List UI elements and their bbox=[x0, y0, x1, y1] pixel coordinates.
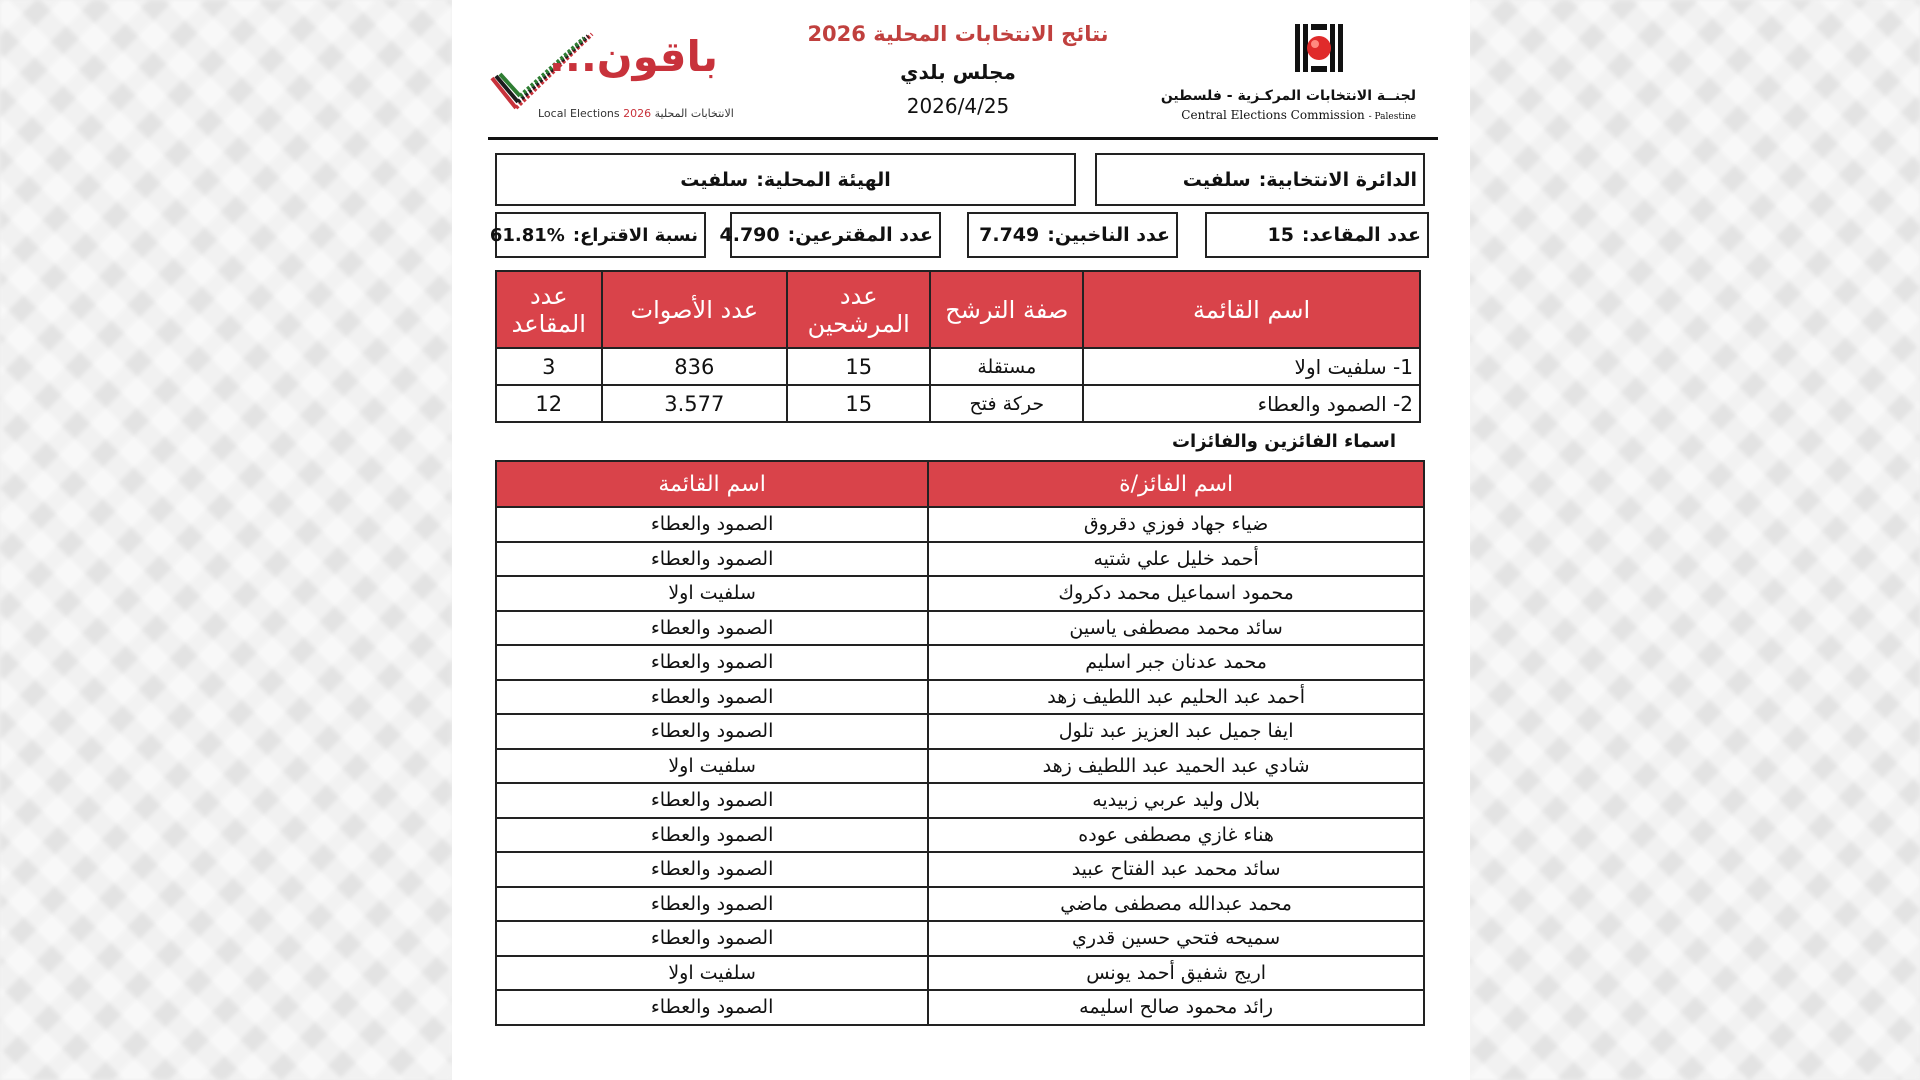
table-row bbox=[496, 611, 1424, 646]
local-authority-box: الهيئة المحلية: سلفيت bbox=[495, 153, 1076, 206]
table-row bbox=[496, 348, 1420, 385]
winner-name-cell: اريج شفيق أحمد يونس bbox=[928, 956, 1424, 991]
ballots-count-box: عدد المقترعين: 4.790 bbox=[730, 212, 941, 258]
winner-list-cell: الصمود والعطاء bbox=[496, 611, 928, 646]
table-row bbox=[496, 990, 1424, 1025]
cec-name-en: Central Elections Commission - Palestine bbox=[1181, 108, 1416, 122]
table-row bbox=[496, 921, 1424, 956]
candidates-cell: 15 bbox=[787, 348, 930, 385]
winner-list-cell: الصمود والعطاء bbox=[496, 714, 928, 749]
voters-count-box: عدد الناخبين: 7.749 bbox=[967, 212, 1178, 258]
table-row bbox=[496, 887, 1424, 922]
winner-name-cell: سائد محمد عبد الفتاح عبيد bbox=[928, 852, 1424, 887]
results-sheet bbox=[452, 0, 1470, 1080]
winners-table bbox=[495, 460, 1425, 1026]
results-header-row bbox=[496, 271, 1420, 348]
winner-name-cell: رائد محمود صالح اسليمه bbox=[928, 990, 1424, 1025]
col-winner-name: اسم الفائز/ة bbox=[928, 461, 1424, 507]
winner-list-cell: الصمود والعطاء bbox=[496, 990, 928, 1025]
winner-list-cell: الصمود والعطاء bbox=[496, 645, 928, 680]
winner-name-cell: سميحه فتحي حسين قدري bbox=[928, 921, 1424, 956]
baqoon-logo bbox=[488, 22, 734, 127]
winners-header-row bbox=[496, 461, 1424, 507]
table-row bbox=[496, 576, 1424, 611]
table-row bbox=[496, 783, 1424, 818]
winner-list-cell: الصمود والعطاء bbox=[496, 887, 928, 922]
seats-cell: 12 bbox=[496, 385, 602, 422]
seats-count-box: عدد المقاعد: 15 bbox=[1205, 212, 1429, 258]
table-row bbox=[496, 852, 1424, 887]
results-table bbox=[495, 270, 1421, 423]
table-row bbox=[496, 542, 1424, 577]
baqoon-subtitle: Local Elections 2026 الانتخابات المحلية bbox=[538, 107, 734, 120]
col-votes: عدد الأصوات bbox=[602, 271, 787, 348]
col-winner-list: اسم القائمة bbox=[496, 461, 928, 507]
winner-list-cell: سلفيت اولا bbox=[496, 749, 928, 784]
table-row bbox=[496, 645, 1424, 680]
table-row bbox=[496, 818, 1424, 853]
header-titles bbox=[748, 12, 1168, 118]
col-candidates: عدد المرشحين bbox=[787, 271, 930, 348]
header bbox=[488, 12, 1438, 134]
winner-list-cell: سلفيت اولا bbox=[496, 956, 928, 991]
winner-name-cell: ايفا جميل عبد العزيز عبد تلول bbox=[928, 714, 1424, 749]
cec-emblem-icon bbox=[1293, 22, 1345, 74]
table-row bbox=[496, 507, 1424, 542]
winners-title: اسماء الفائزين والفائزات bbox=[1171, 431, 1396, 452]
affiliation-cell: حركة فتح bbox=[930, 385, 1083, 422]
winner-name-cell: أحمد خليل علي شتيه bbox=[928, 542, 1424, 577]
winner-list-cell: الصمود والعطاء bbox=[496, 680, 928, 715]
baqoon-wordmark: باقون... bbox=[548, 32, 718, 81]
district-box: الدائرة الانتخابية: سلفيت bbox=[1095, 153, 1425, 206]
cec-logo bbox=[1160, 18, 1438, 128]
table-row bbox=[496, 680, 1424, 715]
cec-name-ar: لجنــة الانتخابات المركـزية - فلسطين bbox=[1160, 88, 1416, 104]
col-seats: عدد المقاعد bbox=[496, 271, 602, 348]
winner-name-cell: محمد عدنان جبر اسليم bbox=[928, 645, 1424, 680]
col-list-name: اسم القائمة bbox=[1083, 271, 1420, 348]
seats-cell: 3 bbox=[496, 348, 602, 385]
background-pattern-right bbox=[1468, 0, 1920, 1080]
background-pattern-left bbox=[0, 0, 452, 1080]
candidates-cell: 15 bbox=[787, 385, 930, 422]
winner-list-cell: الصمود والعطاء bbox=[496, 921, 928, 956]
winner-name-cell: ضياء جهاد فوزي دقروق bbox=[928, 507, 1424, 542]
winner-name-cell: هناء غازي مصطفى عوده bbox=[928, 818, 1424, 853]
list-name-cell: 1- سلفيت اولا bbox=[1083, 348, 1420, 385]
table-row bbox=[496, 385, 1420, 422]
col-affiliation: صفة الترشح bbox=[930, 271, 1083, 348]
header-divider bbox=[488, 137, 1438, 140]
winner-name-cell: محمود اسماعيل محمد دكروك bbox=[928, 576, 1424, 611]
table-row bbox=[496, 714, 1424, 749]
table-row bbox=[496, 749, 1424, 784]
table-row bbox=[496, 956, 1424, 991]
winner-name-cell: سائد محمد مصطفى ياسين bbox=[928, 611, 1424, 646]
affiliation-cell: مستقلة bbox=[930, 348, 1083, 385]
list-name-cell: 2- الصمود والعطاء bbox=[1083, 385, 1420, 422]
council-type: مجلس بلدي bbox=[900, 60, 1016, 84]
winner-name-cell: أحمد عبد الحليم عبد اللطيف زهد bbox=[928, 680, 1424, 715]
winner-list-cell: الصمود والعطاء bbox=[496, 507, 928, 542]
page-title: نتائج الانتخابات المحلية 2026 bbox=[807, 22, 1109, 46]
winner-list-cell: الصمود والعطاء bbox=[496, 783, 928, 818]
winner-list-cell: الصمود والعطاء bbox=[496, 852, 928, 887]
election-date: 2026/4/25 bbox=[906, 94, 1010, 118]
winner-list-cell: سلفيت اولا bbox=[496, 576, 928, 611]
winner-list-cell: الصمود والعطاء bbox=[496, 542, 928, 577]
winner-list-cell: الصمود والعطاء bbox=[496, 818, 928, 853]
turnout-box: نسبة الاقتراع: 61.81% bbox=[495, 212, 706, 258]
winner-name-cell: شادي عبد الحميد عبد اللطيف زهد bbox=[928, 749, 1424, 784]
winner-name-cell: بلال وليد عربي زبيديه bbox=[928, 783, 1424, 818]
votes-cell: 3.577 bbox=[602, 385, 787, 422]
winner-name-cell: محمد عبدالله مصطفى ماضي bbox=[928, 887, 1424, 922]
votes-cell: 836 bbox=[602, 348, 787, 385]
